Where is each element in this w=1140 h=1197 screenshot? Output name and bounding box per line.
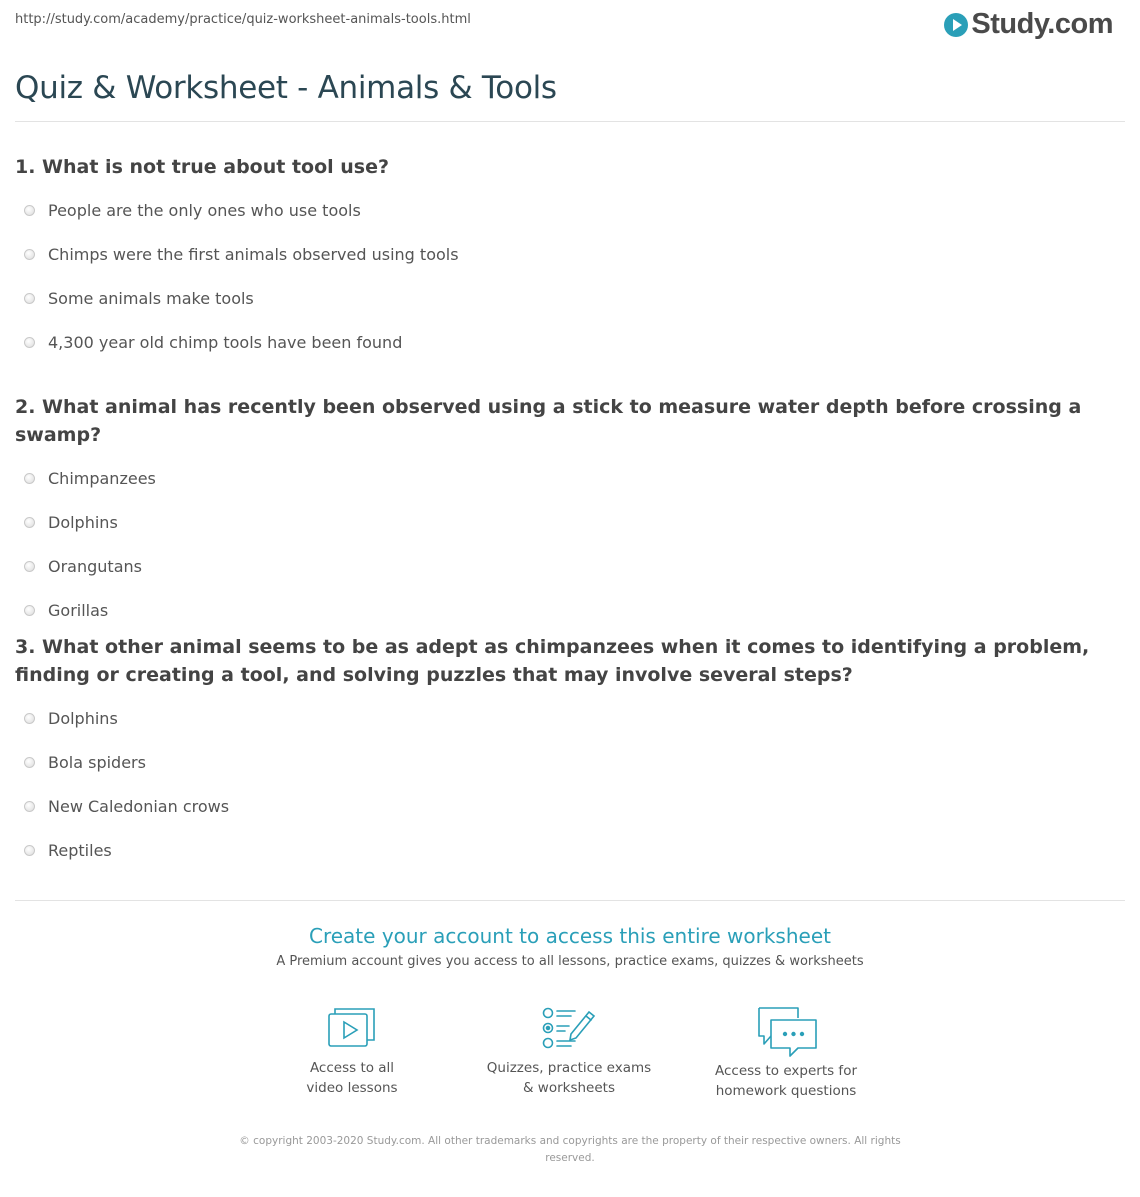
answer-option[interactable] <box>15 320 1105 364</box>
radio-button[interactable] <box>24 249 35 260</box>
answer-option[interactable] <box>15 696 1105 740</box>
cta-section <box>0 924 1140 969</box>
cta-divider <box>15 900 1125 901</box>
feature-video-lessons <box>252 1006 452 1098</box>
question-text: 2. What animal has recently been observed using a stick to measure water depth before crossing a swamp? <box>15 396 1082 446</box>
copyright-footer: © copyright 2003-2020 Study.com. All other trademarks and copyrights are the property of their respective owners. All rights reserved. <box>239 1135 901 1164</box>
feature-experts <box>686 1006 886 1101</box>
logo-text: Study.com <box>971 8 1113 40</box>
answer-label: New Caledonian crows <box>48 796 230 816</box>
answer-option[interactable] <box>15 740 1105 784</box>
answer-option[interactable] <box>15 232 1105 276</box>
quiz-checklist-icon <box>541 1006 597 1050</box>
question-3 <box>15 633 1105 872</box>
feature-text: Access to all video lessons <box>306 1060 398 1096</box>
answer-option[interactable] <box>15 188 1105 232</box>
answer-list <box>15 456 1105 632</box>
question-text: 3. What other animal seems to be as adept as chimpanzees when it comes to identifying a problem, finding or creating a tool, and solving puzzles that may involve several steps? <box>15 636 1090 686</box>
answer-label: Gorillas <box>48 600 109 620</box>
radio-button[interactable] <box>24 845 35 856</box>
radio-button[interactable] <box>24 293 35 304</box>
radio-button[interactable] <box>24 473 35 484</box>
radio-button[interactable] <box>24 337 35 348</box>
answer-option[interactable] <box>15 544 1105 588</box>
play-circle-icon <box>944 13 968 37</box>
answer-label: Chimps were the first animals observed using tools <box>48 244 459 264</box>
answer-label: Dolphins <box>48 708 118 728</box>
answer-label: Some animals make tools <box>48 288 254 308</box>
feature-text: Quizzes, practice exams & worksheets <box>486 1060 652 1096</box>
answer-option[interactable] <box>15 784 1105 828</box>
answer-label: People are the only ones who use tools <box>48 200 361 220</box>
question-1 <box>15 153 1105 364</box>
answer-label: Chimpanzees <box>48 468 156 488</box>
answer-label: Reptiles <box>48 840 112 860</box>
page-url: http://study.com/academy/practice/quiz-worksheet-animals-tools.html <box>15 12 471 27</box>
cta-title[interactable]: Create your account to access this entire worksheet <box>309 924 831 948</box>
video-lessons-icon <box>326 1006 378 1050</box>
answer-option[interactable] <box>15 500 1105 544</box>
radio-button[interactable] <box>24 801 35 812</box>
question-2 <box>15 393 1105 632</box>
page-title: Quiz & Worksheet - Animals & Tools <box>15 70 557 106</box>
radio-button[interactable] <box>24 757 35 768</box>
radio-button[interactable] <box>24 561 35 572</box>
answer-label: Orangutans <box>48 556 142 576</box>
answer-option[interactable] <box>15 588 1105 632</box>
question-text: 1. What is not true about tool use? <box>15 156 390 178</box>
feature-text: Access to experts for homework questions <box>714 1063 857 1099</box>
feature-quizzes <box>469 1006 669 1098</box>
answer-label: Dolphins <box>48 512 118 532</box>
answer-list <box>15 188 1105 364</box>
title-divider <box>15 121 1125 122</box>
radio-button[interactable] <box>24 517 35 528</box>
chat-bubbles-icon <box>754 1006 818 1058</box>
radio-button[interactable] <box>24 713 35 724</box>
radio-button[interactable] <box>24 605 35 616</box>
answer-option[interactable] <box>15 828 1105 872</box>
answer-option[interactable] <box>15 456 1105 500</box>
answer-label: Bola spiders <box>48 752 146 772</box>
answer-option[interactable] <box>15 276 1105 320</box>
radio-button[interactable] <box>24 205 35 216</box>
answer-list <box>15 696 1105 872</box>
cta-subtitle: A Premium account gives you access to all lessons, practice exams, quizzes & worksheets <box>276 954 864 969</box>
study-logo[interactable] <box>944 8 1113 41</box>
top-bar <box>15 0 1125 50</box>
feature-list <box>0 1006 1140 1116</box>
answer-label: 4,300 year old chimp tools have been found <box>48 332 403 352</box>
